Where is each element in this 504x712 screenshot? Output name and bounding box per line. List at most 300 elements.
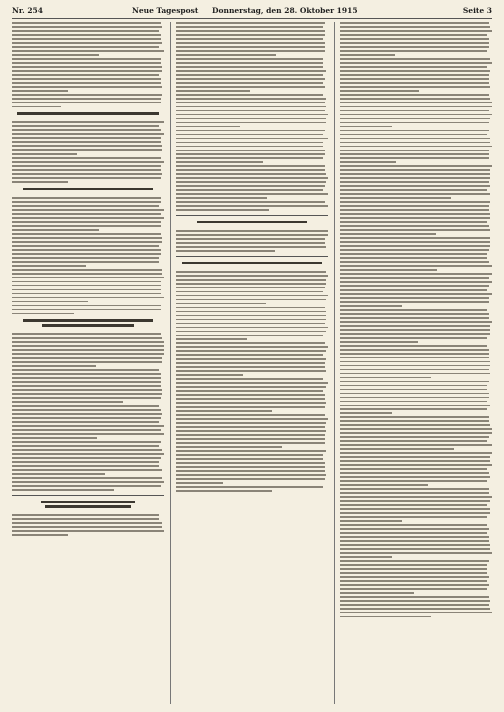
text-line (12, 181, 68, 183)
text-line (12, 530, 164, 532)
text-line (340, 564, 487, 566)
text-line (340, 345, 487, 347)
text-line (176, 454, 323, 456)
text-line (12, 269, 162, 271)
text-line (12, 106, 61, 108)
text-line (12, 86, 162, 88)
text-line (340, 261, 489, 263)
section-heading (176, 221, 328, 226)
text-line (176, 134, 323, 136)
text-line (340, 201, 490, 203)
text-line (340, 157, 489, 159)
text-line (340, 420, 489, 422)
text-line (12, 453, 164, 455)
text-line (12, 157, 161, 159)
text-line (340, 588, 487, 590)
text-line (340, 504, 487, 506)
text-line (340, 241, 490, 243)
text-line (340, 412, 392, 414)
text-line (12, 425, 164, 427)
text-line (340, 42, 489, 44)
text-line (340, 313, 489, 315)
text-line (12, 245, 159, 247)
text-line (340, 301, 489, 303)
text-line (176, 74, 323, 76)
text-line (176, 157, 323, 159)
column-divider (170, 22, 171, 704)
text-line (340, 484, 428, 486)
text-line (340, 213, 490, 215)
text-line (340, 397, 489, 399)
text-line (23, 319, 152, 321)
text-line (340, 70, 490, 72)
text-line (12, 297, 164, 299)
text-line (12, 133, 164, 135)
text-line (176, 303, 266, 305)
text-line (176, 466, 325, 468)
text-line (176, 193, 328, 195)
text-line (340, 265, 492, 267)
text-line (340, 197, 451, 199)
text-line (12, 173, 162, 175)
text-line (340, 309, 487, 311)
text-line (12, 145, 162, 147)
text-line (12, 265, 86, 267)
text-line (176, 394, 325, 396)
text-line (176, 331, 326, 333)
text-line (12, 457, 161, 459)
text-line (12, 50, 164, 52)
text-line (176, 197, 267, 199)
text-line (176, 478, 325, 480)
text-line (12, 153, 77, 155)
text-line (176, 102, 325, 104)
text-line (340, 604, 489, 606)
text-line (340, 189, 487, 191)
text-line (12, 30, 159, 32)
text-line (12, 38, 161, 40)
text-line (176, 177, 328, 179)
text-line (340, 488, 489, 490)
text-line (176, 275, 328, 277)
text-line (340, 289, 487, 291)
text-line (12, 445, 159, 447)
text-line (340, 78, 489, 80)
text-line (340, 480, 487, 482)
text-line (12, 349, 164, 351)
text-line (340, 161, 396, 163)
text-line (176, 94, 323, 96)
text-line (340, 225, 489, 227)
text-line (340, 616, 431, 618)
section-rule (176, 215, 328, 216)
text-line (176, 422, 326, 424)
text-line (340, 253, 487, 255)
text-line (340, 337, 487, 339)
text-line (12, 98, 161, 100)
text-line (340, 177, 490, 179)
text-line (340, 297, 489, 299)
text-line (340, 452, 492, 454)
text-line (176, 374, 243, 376)
section-heading (12, 319, 164, 329)
text-line (340, 277, 489, 279)
text-line (12, 413, 162, 415)
text-line (176, 354, 323, 356)
text-line (176, 142, 323, 144)
text-line (340, 492, 489, 494)
text-line (41, 501, 135, 503)
text-line (176, 30, 325, 32)
text-line (340, 333, 490, 335)
section-heading (12, 112, 164, 117)
text-line (12, 197, 161, 199)
text-line (12, 465, 159, 467)
text-line (340, 508, 490, 510)
text-line (340, 464, 492, 466)
text-line (176, 406, 325, 408)
text-line (340, 106, 492, 108)
text-line (176, 161, 263, 163)
text-line (340, 285, 489, 287)
newspaper-name: Neue Tagespost (132, 6, 199, 15)
text-line (176, 181, 326, 183)
text-line (12, 217, 164, 219)
text-line (340, 584, 489, 586)
text-line (340, 560, 489, 562)
text-line (176, 34, 325, 36)
section-rule (176, 256, 328, 257)
text-line (12, 437, 97, 439)
text-line (176, 378, 323, 380)
text-line (340, 329, 490, 331)
text-line (12, 94, 162, 96)
text-line (12, 82, 161, 84)
text-line (340, 134, 487, 136)
text-line (340, 476, 490, 478)
text-line (176, 490, 272, 492)
text-line (12, 369, 159, 371)
column-left (12, 22, 164, 704)
text-line (340, 98, 490, 100)
text-line (12, 534, 68, 536)
text-line (12, 409, 161, 411)
text-line (176, 319, 326, 321)
text-line (12, 233, 161, 235)
issue-number: Nr. 254 (12, 6, 43, 15)
text-line (340, 321, 492, 323)
text-line (340, 512, 490, 514)
text-line (176, 446, 282, 448)
text-line (176, 118, 326, 120)
text-line (176, 295, 328, 297)
text-line (340, 389, 487, 391)
text-line (340, 552, 492, 554)
text-line (176, 299, 326, 301)
text-line (340, 114, 492, 116)
text-line (176, 110, 325, 112)
text-line (12, 429, 161, 431)
text-line (12, 257, 159, 259)
text-line (12, 469, 162, 471)
text-line (176, 398, 325, 400)
text-line (340, 181, 489, 183)
text-line (12, 461, 159, 463)
text-line (340, 138, 490, 140)
header-rule (12, 18, 492, 19)
text-line (340, 612, 492, 614)
text-line (340, 86, 490, 88)
text-line (176, 146, 323, 148)
text-line (12, 309, 161, 311)
text-line (340, 118, 490, 120)
text-line (176, 323, 325, 325)
text-line (12, 161, 164, 163)
text-line (12, 241, 162, 243)
text-line (176, 165, 325, 167)
text-line (12, 201, 161, 203)
text-line (12, 365, 96, 367)
text-line (176, 362, 325, 364)
section-heading (176, 262, 328, 267)
text-line (176, 342, 325, 344)
text-line (45, 505, 130, 507)
text-line (340, 532, 487, 534)
column-divider (334, 22, 335, 704)
text-line (340, 193, 490, 195)
text-line (176, 386, 326, 388)
text-line (340, 305, 402, 307)
text-line (340, 500, 490, 502)
text-line (340, 110, 489, 112)
text-line (12, 261, 159, 263)
text-line (12, 381, 161, 383)
text-line (340, 608, 490, 610)
text-line (12, 229, 99, 231)
text-line (340, 46, 489, 48)
text-line (340, 273, 492, 275)
text-line (176, 98, 326, 100)
text-line (12, 293, 161, 295)
text-line (176, 234, 328, 236)
text-line (176, 230, 328, 232)
text-line (340, 381, 489, 383)
text-line (340, 353, 489, 355)
text-line (12, 389, 162, 391)
text-line (12, 253, 161, 255)
text-line (340, 74, 489, 76)
text-line (12, 401, 123, 403)
text-line (176, 62, 323, 64)
text-line (340, 580, 487, 582)
text-line (340, 249, 489, 251)
text-line (176, 366, 325, 368)
text-line (340, 524, 487, 526)
text-line (340, 173, 490, 175)
text-line (176, 382, 328, 384)
text-line (340, 185, 490, 187)
text-line (12, 441, 161, 443)
text-line (340, 516, 487, 518)
text-line (176, 82, 323, 84)
text-line (176, 470, 325, 472)
text-line (340, 90, 419, 92)
text-line (340, 572, 487, 574)
text-line (340, 102, 492, 104)
text-line (176, 311, 326, 313)
text-line (176, 86, 325, 88)
text-line (176, 327, 328, 329)
text-line (176, 50, 325, 52)
text-line (340, 393, 489, 395)
text-line (176, 346, 328, 348)
text-line (340, 496, 492, 498)
text-line (12, 78, 161, 80)
text-line (12, 137, 161, 139)
text-line (340, 520, 402, 522)
text-line (176, 434, 325, 436)
text-line (12, 337, 162, 339)
text-line (176, 486, 323, 488)
text-line (176, 414, 325, 416)
text-line (176, 238, 325, 240)
text-line (340, 165, 492, 167)
text-line (340, 576, 489, 578)
text-line (340, 361, 490, 363)
text-line (340, 456, 490, 458)
text-line (176, 474, 326, 476)
text-line (12, 417, 161, 419)
text-line (176, 315, 326, 317)
text-line (340, 26, 490, 28)
text-line (340, 592, 414, 594)
text-line (12, 373, 161, 375)
text-line (176, 410, 272, 412)
text-line (12, 477, 162, 479)
text-line (340, 58, 490, 60)
text-line (176, 438, 325, 440)
section-rule (12, 495, 164, 496)
text-line (340, 269, 437, 271)
text-line (176, 201, 325, 203)
text-line (340, 50, 487, 52)
text-line (176, 46, 325, 48)
text-line (12, 90, 68, 92)
text-line (12, 129, 161, 131)
text-line (340, 548, 490, 550)
text-line (12, 433, 164, 435)
text-line (340, 325, 490, 327)
text-line (176, 279, 326, 281)
text-line (12, 421, 159, 423)
text-line (340, 126, 392, 128)
text-line (176, 242, 325, 244)
text-line (340, 536, 489, 538)
text-line (176, 122, 326, 124)
text-line (12, 177, 161, 179)
text-line (340, 34, 487, 36)
column-middle (176, 22, 328, 704)
text-line (12, 526, 162, 528)
text-line (340, 150, 489, 152)
text-line (12, 514, 159, 516)
text-line (176, 418, 328, 420)
text-line (12, 46, 159, 48)
text-line (12, 149, 162, 151)
text-line (176, 246, 326, 248)
text-line (176, 150, 325, 152)
text-line (340, 82, 489, 84)
text-line (12, 141, 161, 143)
text-line (340, 245, 490, 247)
text-line (340, 349, 489, 351)
text-line (176, 90, 250, 92)
text-line (176, 482, 223, 484)
text-line (176, 390, 323, 392)
text-line (12, 518, 159, 520)
text-line (176, 66, 323, 68)
text-line (340, 428, 492, 430)
text-line (340, 217, 490, 219)
text-line (12, 285, 161, 287)
text-line (176, 250, 275, 252)
text-line (340, 209, 489, 211)
text-line (340, 440, 487, 442)
page-header (12, 4, 492, 18)
text-line (340, 468, 487, 470)
text-line (176, 442, 325, 444)
text-line (176, 271, 326, 273)
text-line (340, 54, 395, 56)
section-heading (12, 188, 164, 193)
text-line (12, 74, 159, 76)
text-line (340, 146, 492, 148)
text-line (340, 257, 487, 259)
text-line (12, 277, 164, 279)
text-line (340, 544, 490, 546)
text-line (176, 153, 325, 155)
text-line (340, 401, 487, 403)
text-line (176, 402, 326, 404)
text-line (12, 237, 162, 239)
text-line (176, 189, 323, 191)
text-line (340, 341, 418, 343)
text-line (340, 281, 492, 283)
text-line (12, 353, 164, 355)
text-line (340, 596, 489, 598)
text-line (176, 22, 325, 24)
text-line (176, 450, 326, 452)
text-line (12, 58, 161, 60)
text-line (176, 38, 323, 40)
text-line (12, 357, 162, 359)
text-line (12, 169, 161, 171)
text-line (340, 432, 492, 434)
text-line (176, 70, 326, 72)
text-line (340, 153, 489, 155)
text-line (197, 221, 308, 223)
text-line (12, 125, 159, 127)
text-line (12, 313, 74, 315)
text-line (176, 335, 323, 337)
text-line (12, 42, 162, 44)
text-line (340, 365, 490, 367)
text-line (12, 481, 164, 483)
text-line (17, 112, 158, 114)
text-line (340, 436, 489, 438)
text-line (340, 424, 490, 426)
text-line (176, 338, 247, 340)
